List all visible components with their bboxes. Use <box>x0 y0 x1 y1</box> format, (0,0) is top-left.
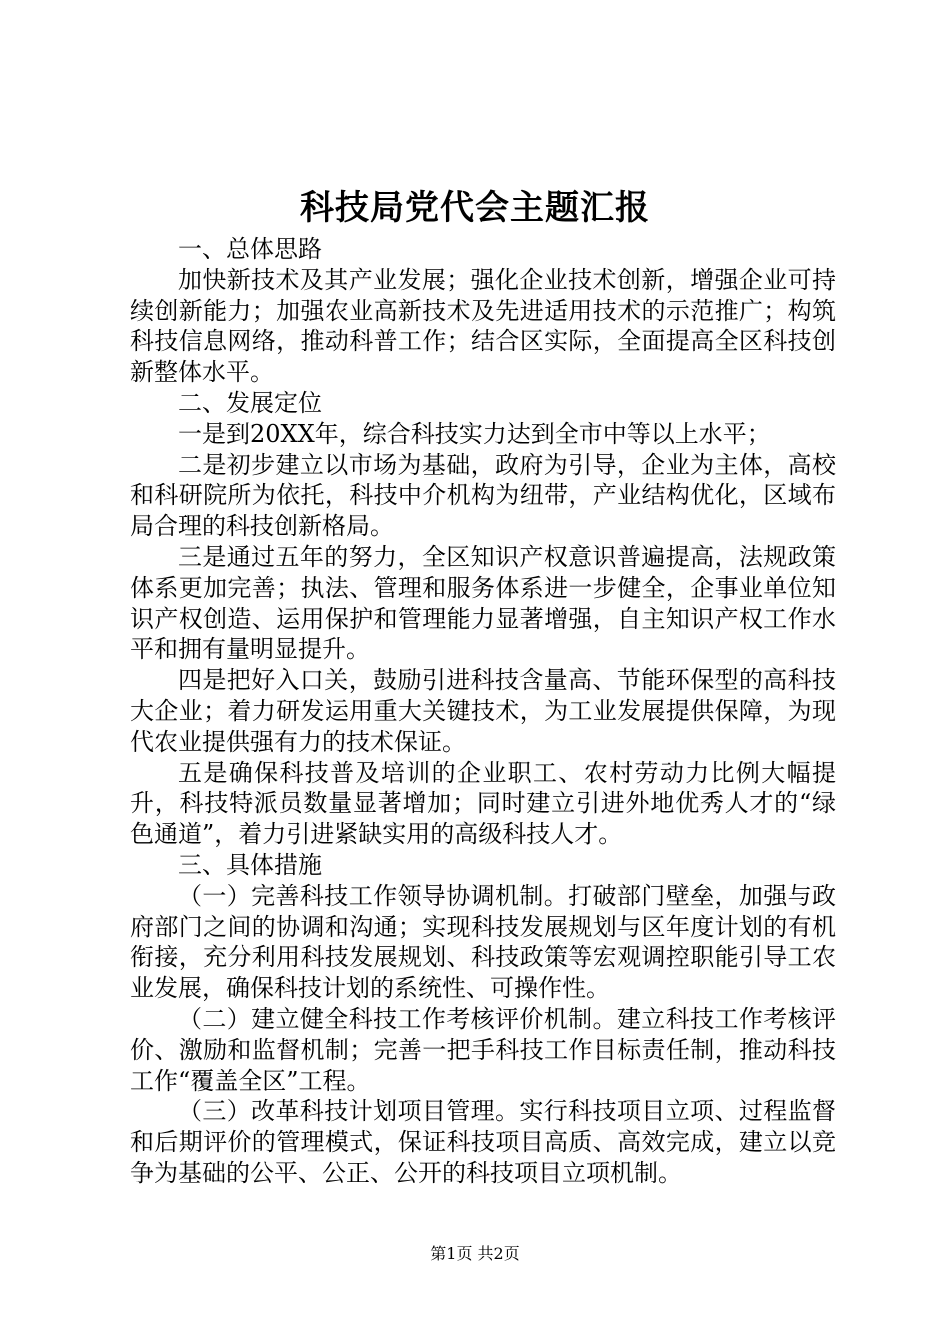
paragraph-overall-approach: 加快新技术及其产业发展；强化企业技术创新，增强企业可持续创新能力；加强农业高新技术及先进适用技术的示范推广；构筑科技信息网络，推动科普工作；结合区实际，全面提高全区科技创新整体水平。 <box>130 265 836 387</box>
paragraph-goal-5: 五是确保科技普及培训的企业职工、农村劳动力比例大幅提升，科技特派员数量显著增加；同时建立引进外地优秀人才的“绿色通道”，着力引进紧缺实用的高级科技人才。 <box>130 758 836 849</box>
document-title: 科技局党代会主题汇报 <box>300 188 650 228</box>
paragraph-goal-3: 三是通过五年的努力，全区知识产权意识普遍提高，法规政策体系更加完善；执法、管理和服务体系进一步健全，企事业单位知识产权创造、运用保护和管理能力显著增强，自主知识产权工作水平和拥有量明显提升。 <box>130 542 836 664</box>
paragraph-measure-1: （一）完善科技工作领导协调机制。打破部门壁垒，加强与政府部门之间的协调和沟通；实现科技发展规划与区年度计划的有机衔接，充分利用科技发展规划、科技政策等宏观调控职能引导工农业发展，确保科技计划的系统性、可操作性。 <box>130 881 836 1003</box>
paragraph-measure-3: （三）改革科技计划项目管理。实行科技项目立项、过程监督和后期评价的管理模式，保证科技项目高质、高效完成，建立以竞争为基础的公平、公正、公开的科技项目立项机制。 <box>130 1097 836 1187</box>
document-body <box>130 234 836 1189</box>
paragraph-goal-1: 一是到20XX年，综合科技实力达到全市中等以上水平； <box>178 419 771 448</box>
paragraph-goal-2: 二是初步建立以市场为基础，政府为引导，企业为主体，高校和科研院所为依托，科技中介机构为纽带，产业结构优化，区域布局合理的科技创新格局。 <box>130 450 836 541</box>
section-heading-measures: 三、具体措施 <box>178 850 322 879</box>
paragraph-goal-4: 四是把好入口关，鼓励引进科技含量高、节能环保型的高科技大企业；着力研发运用重大关键技术，为工业发展提供保障，为现代农业提供强有力的技术保证。 <box>130 666 836 756</box>
section-heading-overall-approach: 一、总体思路 <box>178 235 322 263</box>
paragraph-measure-2: （二）建立健全科技工作考核评价机制。建立科技工作考核评价、激励和监督机制；完善一把手科技工作目标责任制，推动科技工作“覆盖全区”工程。 <box>130 1004 836 1095</box>
page-indicator: 第1页 共2页 <box>430 1244 520 1263</box>
section-heading-positioning: 二、发展定位 <box>178 388 322 417</box>
